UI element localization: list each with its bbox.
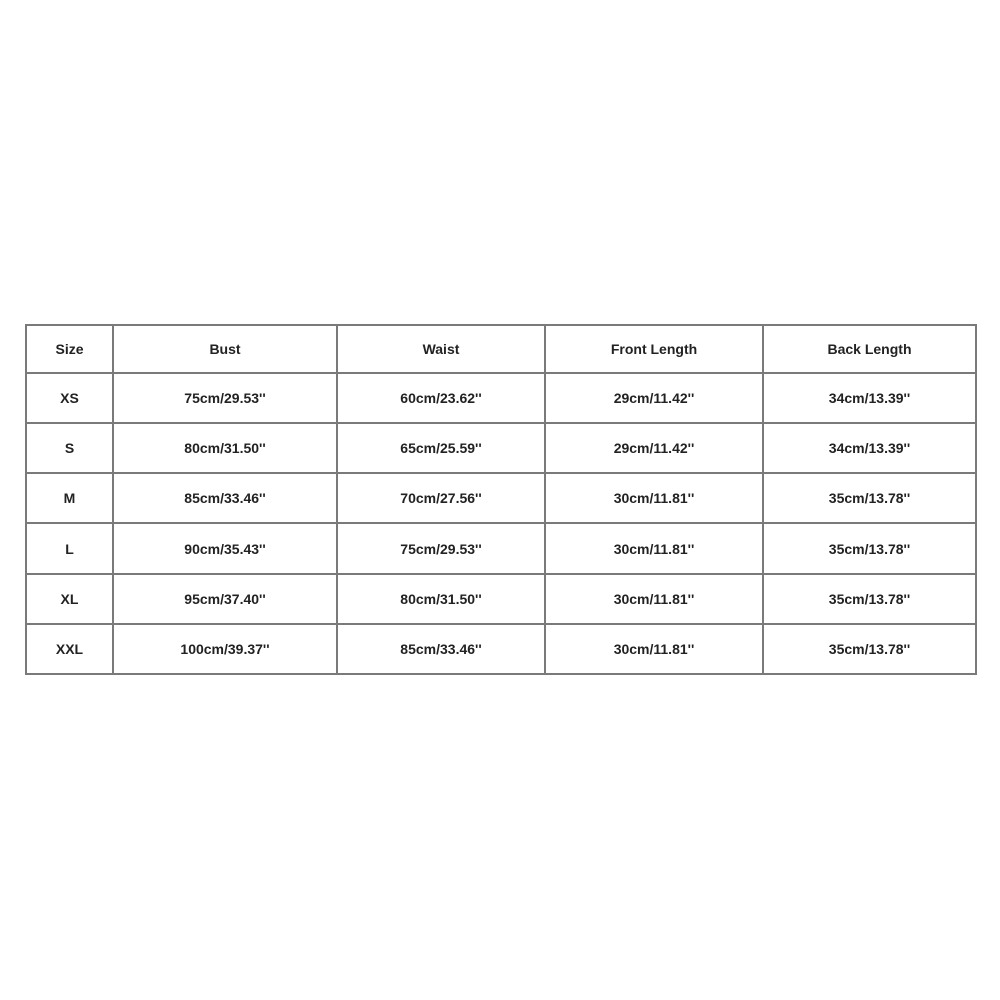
bust-cell: 95cm/37.40'' [113, 574, 337, 624]
table-row [26, 574, 976, 624]
bust-cell: 90cm/35.43'' [113, 523, 337, 573]
size-cell: XS [26, 373, 113, 423]
size-cell: XXL [26, 624, 113, 674]
back-length-cell: 35cm/13.78'' [763, 523, 976, 573]
waist-cell: 60cm/23.62'' [337, 373, 545, 423]
waist-cell: 65cm/25.59'' [337, 423, 545, 473]
back-length-cell: 34cm/13.39'' [763, 423, 976, 473]
back-length-cell: 35cm/13.78'' [763, 473, 976, 523]
front-length-cell: 30cm/11.81'' [545, 624, 763, 674]
back-length-cell: 35cm/13.78'' [763, 574, 976, 624]
column-header-back-length: Back Length [763, 325, 976, 373]
front-length-cell: 30cm/11.81'' [545, 574, 763, 624]
table-row [26, 624, 976, 674]
front-length-cell: 29cm/11.42'' [545, 373, 763, 423]
size-cell: M [26, 473, 113, 523]
size-cell: L [26, 523, 113, 573]
waist-cell: 85cm/33.46'' [337, 624, 545, 674]
column-header-size: Size [26, 325, 113, 373]
waist-cell: 80cm/31.50'' [337, 574, 545, 624]
table-row [26, 473, 976, 523]
column-header-waist: Waist [337, 325, 545, 373]
back-length-cell: 35cm/13.78'' [763, 624, 976, 674]
size-cell: S [26, 423, 113, 473]
size-chart-table [25, 324, 977, 675]
column-header-bust: Bust [113, 325, 337, 373]
waist-cell: 75cm/29.53'' [337, 523, 545, 573]
waist-cell: 70cm/27.56'' [337, 473, 545, 523]
bust-cell: 100cm/39.37'' [113, 624, 337, 674]
table-row [26, 423, 976, 473]
front-length-cell: 30cm/11.81'' [545, 473, 763, 523]
table-row [26, 523, 976, 573]
bust-cell: 80cm/31.50'' [113, 423, 337, 473]
back-length-cell: 34cm/13.39'' [763, 373, 976, 423]
bust-cell: 75cm/29.53'' [113, 373, 337, 423]
front-length-cell: 30cm/11.81'' [545, 523, 763, 573]
header-row [26, 325, 976, 373]
table-row [26, 373, 976, 423]
size-cell: XL [26, 574, 113, 624]
bust-cell: 85cm/33.46'' [113, 473, 337, 523]
column-header-front-length: Front Length [545, 325, 763, 373]
front-length-cell: 29cm/11.42'' [545, 423, 763, 473]
